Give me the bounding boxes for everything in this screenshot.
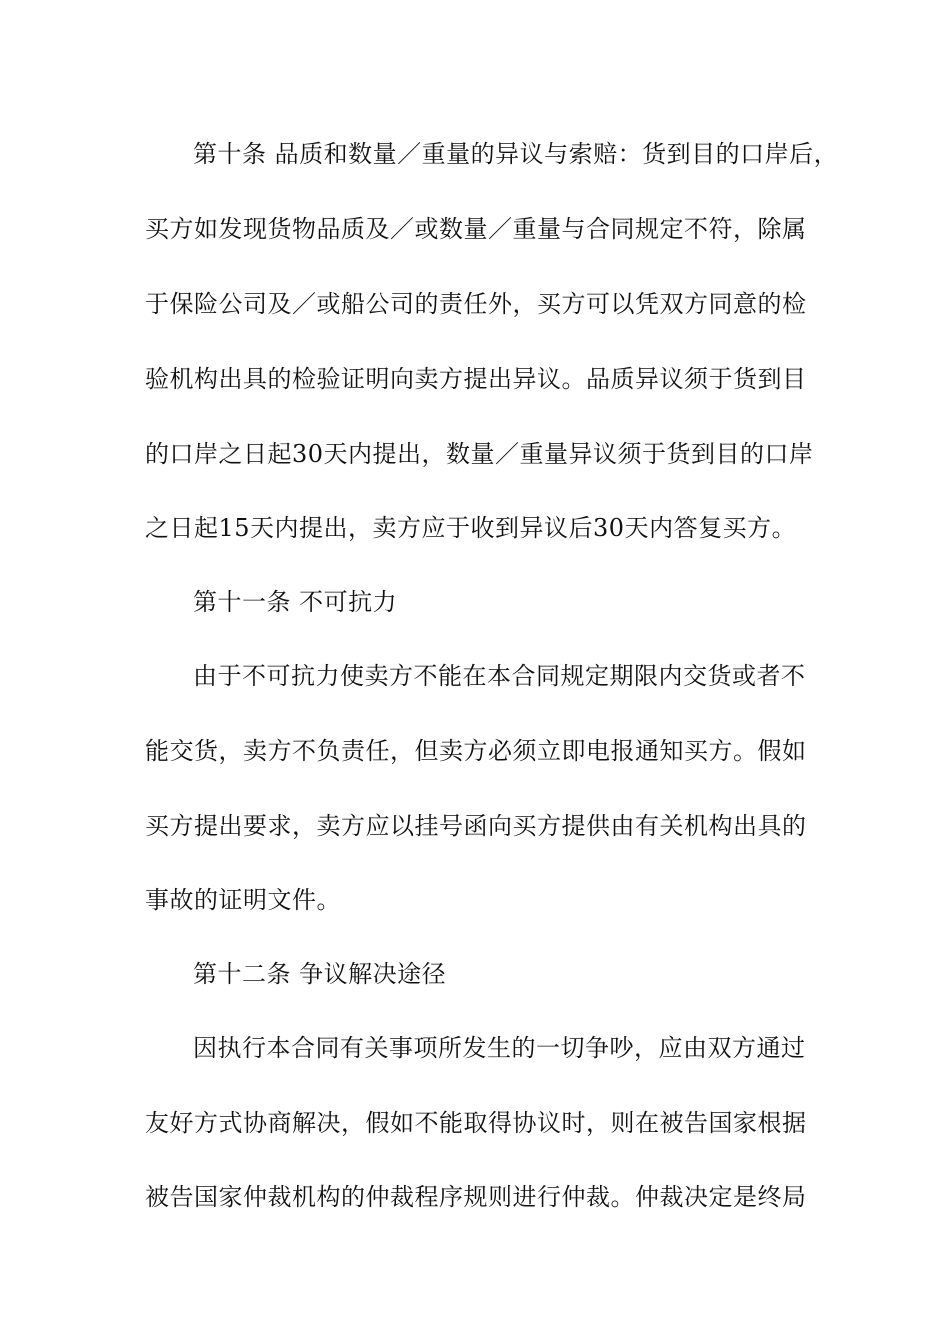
article-10-text-line: 买方如发现货物品质及／或数量／重量与合同规定不符，除属 xyxy=(145,215,807,243)
article-10-text-line: 之日起15天内提出，卖方应于收到异议后30天内答复买方。 xyxy=(145,514,797,542)
article-10-text-line: 验机构出具的检验证明向卖方提出异议。品质异议须于货到目 xyxy=(145,365,807,393)
article-11-text-line: 能交货，卖方不负责任，但卖方必须立即电报通知买方。假如 xyxy=(145,737,807,765)
article-12-heading: 第十二条 争议解决途径 xyxy=(193,960,447,988)
article-11-text-line: 由于不可抗力使卖方不能在本合同规定期限内交货或者不 xyxy=(193,662,806,690)
article-10-text-line: 的口岸之日起30天内提出，数量／重量异议须于货到目的口岸 xyxy=(145,440,814,468)
article-11-text-line: 事故的证明文件。 xyxy=(145,886,341,914)
article-11-heading: 第十一条 不可抗力 xyxy=(193,588,398,616)
article-11-text-line: 买方提出要求，卖方应以挂号函向买方提供由有关机构出具的 xyxy=(145,812,807,840)
article-10-text-line: 于保险公司及／或船公司的责任外，买方可以凭双方同意的检 xyxy=(145,290,807,318)
article-10-heading-line: 第十条 品质和数量／重量的异议与索赔：货到目的口岸后， xyxy=(193,140,839,168)
article-12-text-line: 因执行本合同有关事项所发生的一切争吵，应由双方通过 xyxy=(193,1034,806,1062)
article-12-text-line: 被告国家仲裁机构的仲裁程序规则进行仲裁。仲裁决定是终局 xyxy=(145,1183,807,1211)
article-12-text-line: 友好方式协商解决，假如不能取得协议时，则在被告国家根据 xyxy=(145,1109,807,1137)
